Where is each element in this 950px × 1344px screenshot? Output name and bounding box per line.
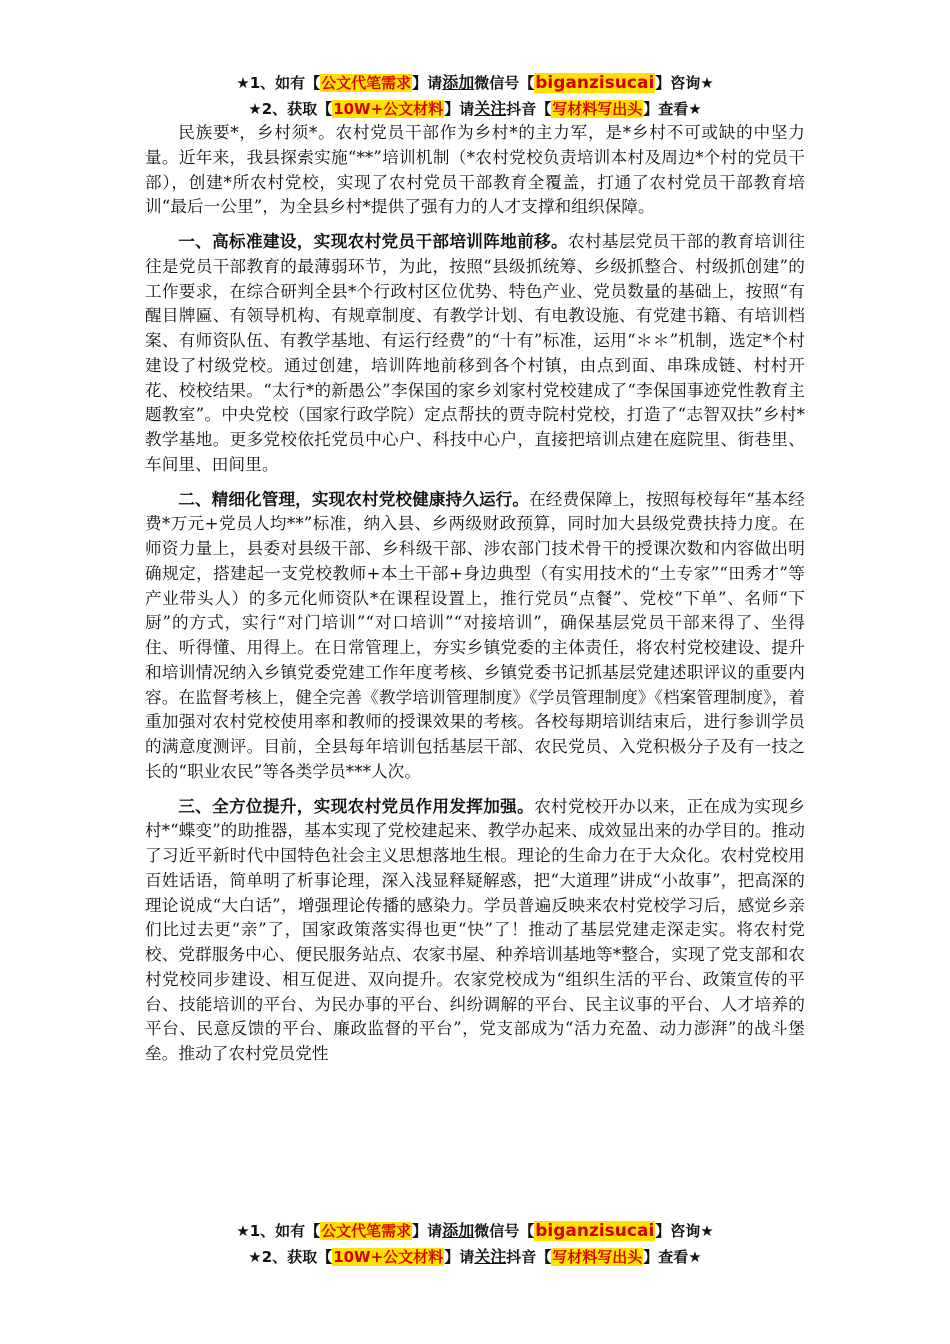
banner-text: 】咨询★ — [655, 74, 714, 92]
banner-line-1 — [145, 70, 805, 96]
paragraph-text: 农村基层党员干部的教育培训往往是党员干部教育的最薄弱环节，为此，按照“县级抓统筹、乡级抓整合、村级抓创建”的工作要求，在综合研判全县*个行政村区位优势、特色产业、党员数量的基础上，按照“有醒目牌匾、有领导机构、有规章制度、有教学计划、有电教设施、有党建书籍、有培训档案、有师资队伍、有教学基地、有运行经费”的“十有”标准，运用“＊＊”机制，选定*个村建设了村级党校。通过创建，培训阵地前移到各个村镇，由点到面、串珠成链、村村开花、校校结果。“太行*的新愚公”李保国的家乡刘家村党校建成了“李保国事迹党性教育主题教室”。中央党校（国家行政学院）定点帮扶的贾寺院村党校，打造了“志智双扶”乡村*教学基地。更多党校依托党员中心户、科技中心户，直接把培训点建在庭院里、街巷里、车间里、田间里。 — [145, 232, 805, 474]
banner-text: 】请 — [412, 74, 443, 92]
banner-text: 抖音【 — [506, 100, 552, 118]
banner-text: 】请 — [444, 100, 475, 118]
highlight-douyin-account: 写材料写出头 — [552, 100, 643, 118]
paragraph-heading: 二、精细化管理，实现农村党校健康持久运行。 — [178, 488, 530, 509]
paragraph-intro — [145, 120, 805, 220]
banner-text: 微信号【 — [474, 1222, 535, 1240]
paragraph-text: 民族要*，乡村须*。农村党员干部作为乡村*的主力军，是*乡村不可或缺的中坚力量。近年来，我县探索实施“**”培训机制（*农村党校负责培训本村及周边*个村的党员干部），创建*所农村党校，实现了农村党员干部教育全覆盖，打通了农村党员干部教育培训“最后一公里”，为全县乡村*提供了强有力的人才支撑和组织保障。 — [145, 123, 805, 217]
banner-text: ★1、如有【 — [236, 1222, 321, 1240]
banner-emphasis: 关注 — [474, 99, 507, 118]
document-body — [145, 120, 805, 1067]
banner-text: 】查看★ — [643, 1248, 702, 1266]
top-banner — [145, 70, 805, 122]
banner-emphasis: 添加 — [442, 1221, 475, 1240]
banner-line-1 — [145, 1218, 805, 1244]
paragraph-text: 在经费保障上，按照每校每年“基本经费*万元+党员人均**”标准，纳入县、乡两级财政预算，同时加大县级党费扶持力度。在师资力量上，县委对县级干部、乡科级干部、涉农部门技术骨干的授课次数和内容做出明确规定，搭建起一支党校教师+本土干部+身边典型（有实用技术的“土专家”“田秀才”等产业带头人）的多元化师资队*在课程设置上，推行党员“点餐”、党校“下单”、名师“下厨”的方式，实行“对门培训”“对口培训”“对接培训”，确保基层党员干部来得了、坐得住、听得懂、用得上。在日常管理上，夯实乡镇党委的主体责任，将农村党校建设、提升和培训情况纳入乡镇党委党建工作年度考核、乡镇党委书记抓基层党建述职评议的重要内容。在监督考核上，健全完善《教学培训管理制度》《学员管理制度》《档案管理制度》，着重加强对农村党校使用率和教师的授课效果的考核。各校每期培训结束后，进行参训学员的满意度测评。目前，全县每年培训包括基层干部、农民党员、入党积极分子及有一技之长的“职业农民”等各类学员***人次。 — [145, 489, 806, 781]
highlight-materials: 10W+公文材料 — [333, 100, 444, 118]
banner-text: 】咨询★ — [655, 1222, 714, 1240]
banner-text: ★1、如有【 — [236, 74, 321, 92]
paragraph-section-3 — [145, 794, 805, 1067]
banner-text: 】查看★ — [643, 100, 702, 118]
paragraph-section-1 — [145, 229, 805, 478]
highlight-wechat-id: biganzisucai — [535, 73, 655, 93]
paragraph-heading: 一、高标准建设，实现农村党员干部培训阵地前移。 — [178, 231, 568, 251]
banner-line-2 — [145, 96, 805, 122]
banner-line-2 — [145, 1244, 805, 1270]
banner-emphasis: 关注 — [474, 1247, 507, 1266]
bottom-banner — [145, 1218, 805, 1270]
banner-text: ★2、获取【 — [248, 1248, 333, 1266]
highlight-materials: 10W+公文材料 — [333, 1248, 444, 1266]
highlight-douyin-account: 写材料写出头 — [552, 1248, 643, 1266]
banner-text: 】请 — [412, 1222, 443, 1240]
highlight-ghostwriting: 公文代笔需求 — [321, 74, 412, 92]
banner-emphasis: 添加 — [442, 73, 475, 92]
banner-text: 微信号【 — [474, 74, 535, 92]
paragraph-section-2 — [145, 487, 805, 785]
highlight-wechat-id: biganzisucai — [535, 1221, 655, 1241]
paragraph-heading: 三、全方位提升，实现农村党员作用发挥加强。 — [178, 795, 535, 816]
highlight-ghostwriting: 公文代笔需求 — [321, 1222, 412, 1240]
banner-text: 抖音【 — [506, 1248, 552, 1266]
banner-text: 】请 — [444, 1248, 475, 1266]
banner-text: ★2、获取【 — [248, 100, 333, 118]
paragraph-text: 农村党校开办以来，正在成为实现乡村*“蝶变”的助推器，基本实现了党校建起来、教学办起来、成效显出来的办学目的。推动了习近平新时代中国特色社会主义思想落地生根。理论的生命力在于大众化。农村党校用百姓话语，简单明了析事论理，深入浅显释疑解惑，把“大道理”讲成“小故事”，把高深的理论说成“大白话”，增强理论传播的感染力。学员普遍反映来农村党校学习后，感觉乡亲们比过去更“亲”了，国家政策落实得也更“快”了！推动了基层党建走深走实。将农村党校、党群服务中心、便民服务站点、农家书屋、种养培训基地等*整合，实现了党支部和农村党校同步建设、相互促进、双向提升。农家党校成为“组织生活的平台、政策宣传的平台、技能培训的平台、为民办事的平台、纠纷调解的平台、民主议事的平台、人才培养的平台、民意反馈的平台、廉政监督的平台”，党支部成为“活力充盈、动力澎湃”的战斗堡垒。推动了农村党员党性 — [145, 796, 805, 1063]
